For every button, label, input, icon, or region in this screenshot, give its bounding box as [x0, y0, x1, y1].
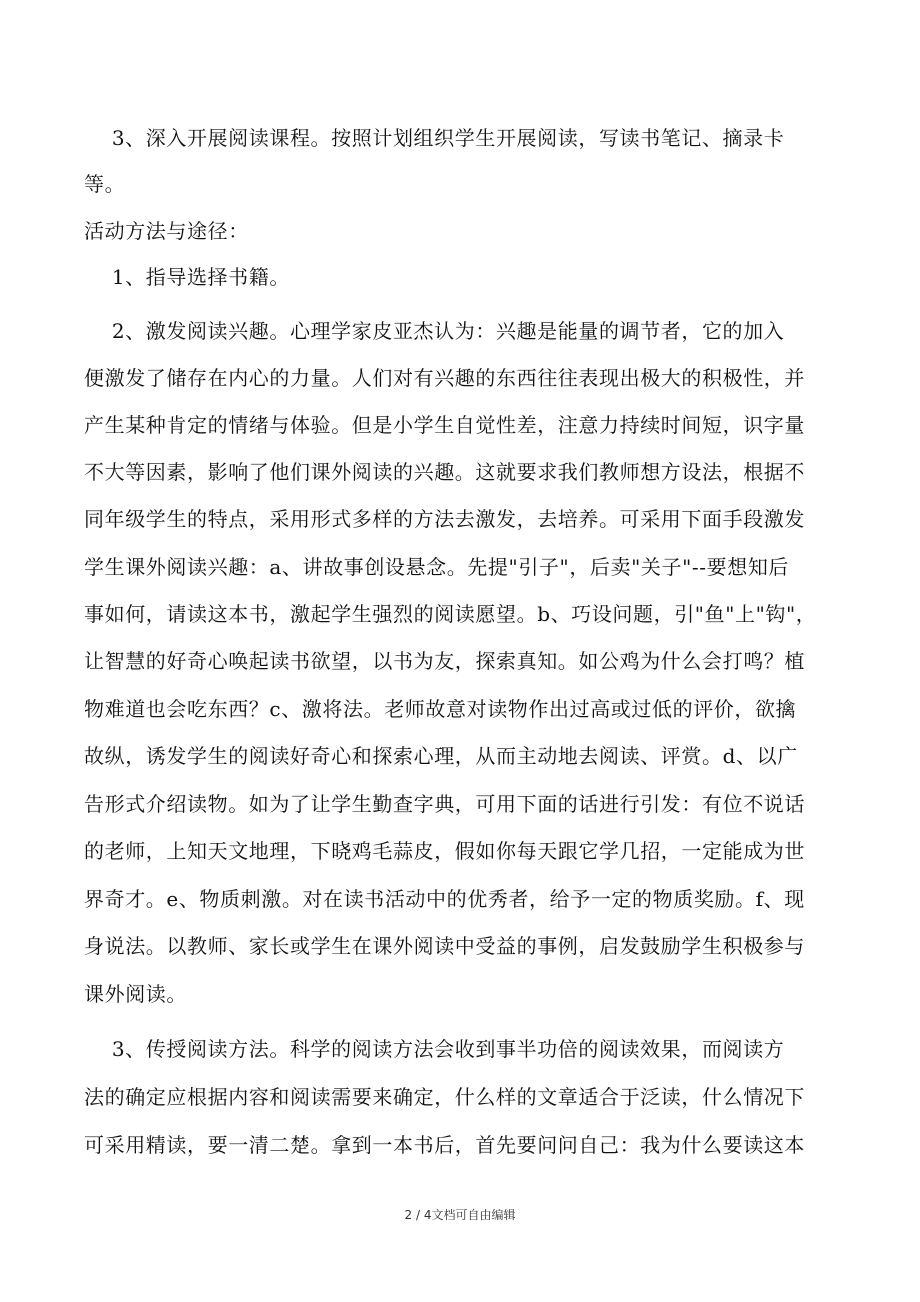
page-footer: 2 / 4文档可自由编辑 [404, 1208, 516, 1222]
text-line: 3、深入开展阅读课程。按照计划组织学生开展阅读，写读书笔记、摘录卡 [84, 126, 785, 150]
text-line: 让智慧的好奇心唤起读书欲望，以书为友，探索真知。如公鸡为什么会打鸣？植 [84, 649, 805, 673]
text-line: 同年级学生的特点，采用形式多样的方法去激发，去培养。可采用下面手段激发 [84, 507, 805, 531]
text-line: 物难道也会吃东西？c、激将法。老师故意对读物作出过高或过低的评价，欲擒 [84, 697, 797, 721]
section-heading: 活动方法与途径： [84, 219, 249, 243]
text-line: 的老师，上知天文地理，下晓鸡毛蒜皮，假如你每天跟它学几招，一定能成为世 [84, 839, 805, 863]
text-line: 2、激发阅读兴趣。心理学家皮亚杰认为：兴趣是能量的调节者，它的加入 [84, 319, 785, 343]
text-line: 产生某种肯定的情绪与体验。但是小学生自觉性差，注意力持续时间短，识字量 [84, 413, 805, 437]
text-line: 身说法。以教师、家长或学生在课外阅读中受益的事例，启发鼓励学生积极参与 [84, 934, 805, 958]
text-line: 便激发了储存在内心的力量。人们对有兴趣的东西往往表现出极大的积极性，并 [84, 366, 805, 390]
text-line: 1、指导选择书籍。 [84, 265, 290, 289]
text-line: 可采用精读，要一清二楚。拿到一本书后，首先要问问自己：我为什么要读这本 [84, 1133, 805, 1157]
text-line: 3、传授阅读方法。科学的阅读方法会收到事半功倍的阅读效果，而阅读方 [84, 1037, 785, 1061]
text-line: 等。 [84, 172, 126, 196]
text-line: 事如何，请读这本书，激起学生强烈的阅读愿望。b、巧设问题，引"鱼"上"钩"， [84, 602, 817, 626]
text-line: 法的确定应根据内容和阅读需要来确定，什么样的文章适合于泛读，什么情况下 [84, 1085, 805, 1109]
text-line: 学生课外阅读兴趣：a、讲故事创设悬念。先提"引子"，后卖"关子"--要想知后 [84, 555, 790, 579]
text-line: 故纵，诱发学生的阅读好奇心和探索心理，从而主动地去阅读、评赏。d、以广 [84, 744, 798, 768]
text-line: 课外阅读。 [84, 982, 187, 1006]
text-line: 告形式介绍读物。如为了让学生勤查字典，可用下面的话进行引发：有位不说话 [84, 792, 805, 816]
text-line: 不大等因素，影响了他们课外阅读的兴趣。这就要求我们教师想方设法，根据不 [84, 460, 805, 484]
text-line: 界奇才。e、物质刺激。对在读书活动中的优秀者，给予一定的物质奖励。f、现 [84, 887, 805, 911]
